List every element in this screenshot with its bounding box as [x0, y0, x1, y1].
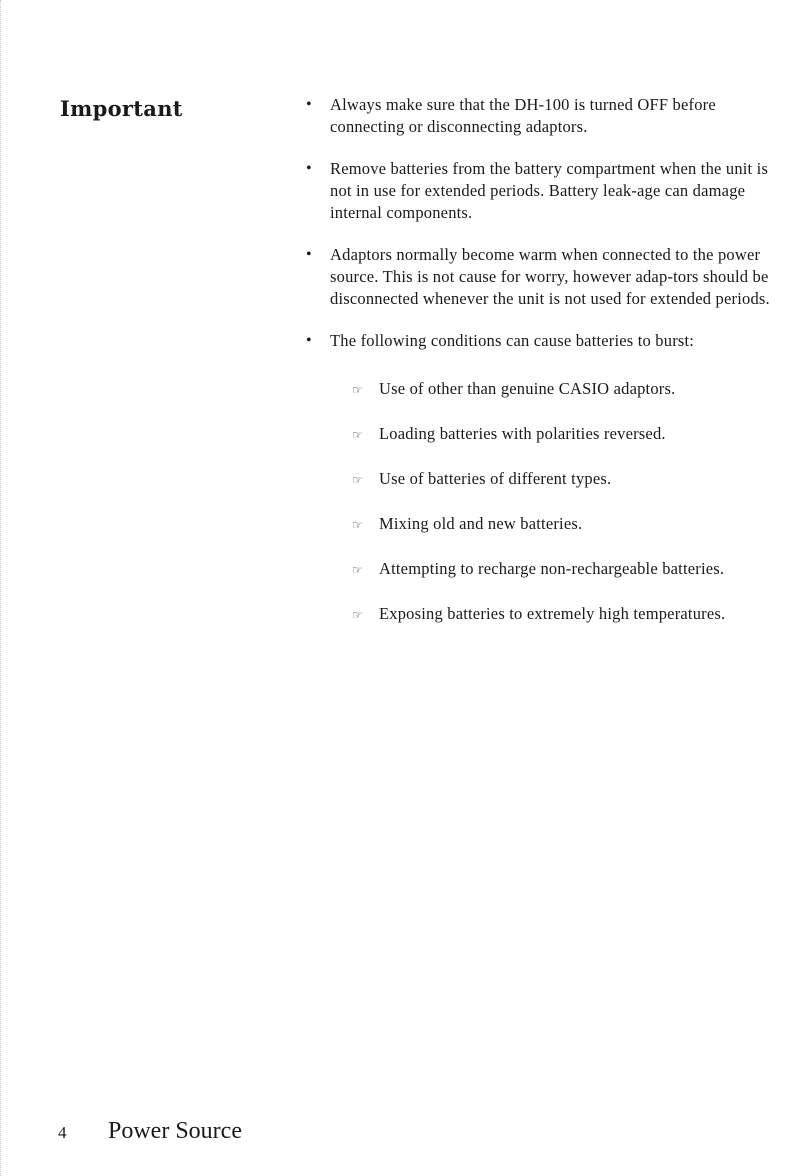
bullet-item [306, 244, 776, 310]
bullet-text: Adaptors normally become warm when connected to the power source. This is not cause for worry, however adap-tors should be disconnected whenever the unit is not used for extended periods. [330, 245, 770, 308]
bullet-item [306, 158, 776, 224]
condition-text: Loading batteries with polarities reversed. [379, 424, 666, 443]
pointing-hand-icon: ☞ [352, 518, 363, 532]
section-title: Power Source [108, 1118, 242, 1144]
bullet-icon: • [306, 246, 312, 263]
page-footer [58, 1118, 242, 1145]
pointing-hand-icon: ☞ [352, 383, 363, 397]
condition-text: Mixing old and new batteries. [379, 514, 583, 533]
bullet-item [306, 330, 776, 626]
pointing-hand-icon: ☞ [352, 563, 363, 577]
pointing-hand-icon: ☞ [352, 428, 363, 442]
bullet-icon: • [306, 160, 312, 177]
pointing-hand-icon: ☞ [352, 473, 363, 487]
page-edge [0, 0, 3, 1176]
condition-text: Attempting to recharge non-rechargeable batteries. [379, 559, 725, 578]
condition-item [352, 423, 776, 446]
condition-text: Exposing batteries to extremely high temperatures. [379, 604, 726, 623]
bullet-text: Remove batteries from the battery compartment when the unit is not in use for extended periods. Battery leak-age can damage internal components. [330, 159, 769, 222]
bullet-text: Always make sure that the DH-100 is turned OFF before connecting or disconnecting adaptors. [330, 95, 716, 136]
bullet-item [306, 94, 776, 138]
condition-item [352, 603, 776, 626]
main-content [306, 94, 776, 648]
bullet-icon: • [306, 96, 312, 113]
burst-conditions-list [330, 378, 776, 626]
bullet-icon: • [306, 332, 312, 349]
condition-item [352, 558, 776, 581]
condition-item [352, 513, 776, 536]
condition-item [352, 468, 776, 491]
condition-text: Use of other than genuine CASIO adaptors. [379, 379, 676, 398]
condition-item [352, 378, 776, 401]
pointing-hand-icon: ☞ [352, 608, 363, 622]
condition-text: Use of batteries of different types. [379, 469, 612, 488]
page-number: 4 [58, 1123, 67, 1142]
bullet-text: The following conditions can cause batteries to burst: [330, 331, 695, 350]
side-heading: Important [60, 96, 183, 121]
